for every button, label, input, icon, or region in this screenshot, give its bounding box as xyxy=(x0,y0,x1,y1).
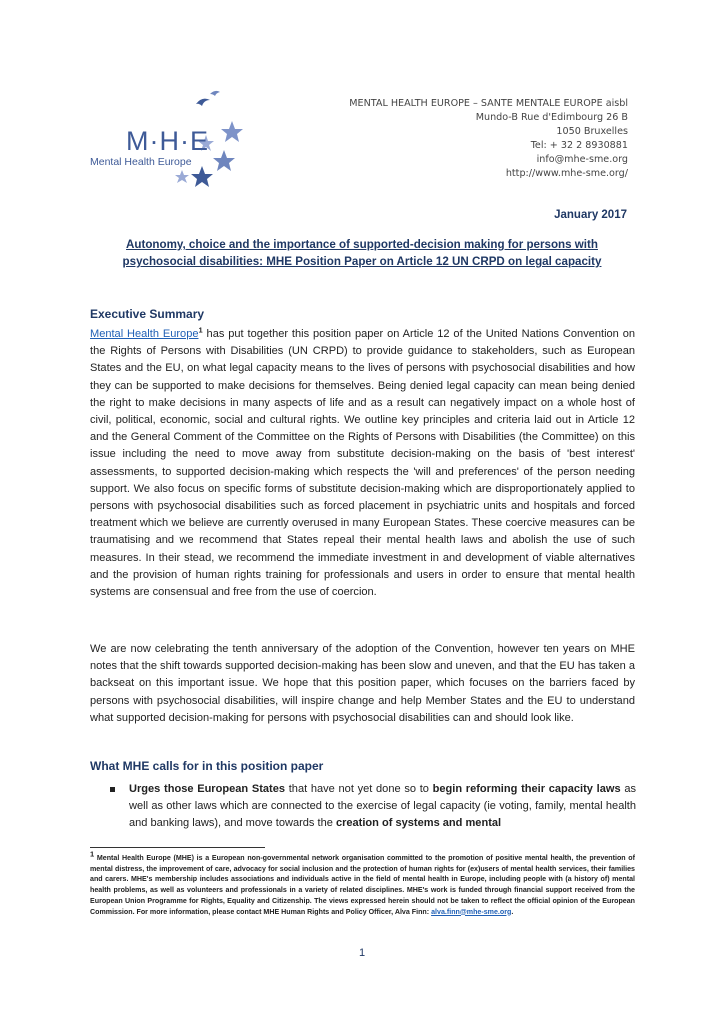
executive-summary-paragraph-1 xyxy=(90,326,635,601)
page-number: 1 xyxy=(358,947,366,959)
address-street: Mundo-B Rue d'Edimbourg 26 B xyxy=(475,111,628,123)
mhe-link[interactable]: Mental Health Europe xyxy=(90,328,199,340)
document-date: January 2017 xyxy=(554,209,627,221)
logo-wordmark: M·H·E xyxy=(126,126,209,156)
address-email[interactable]: info@mhe-sme.org xyxy=(536,153,628,165)
logo-tagline: Mental Health Europe xyxy=(90,156,192,168)
footnote-email-link[interactable]: alva.finn@mhe-sme.org xyxy=(431,907,512,916)
address-city: 1050 Bruxelles xyxy=(556,125,628,137)
address-org: MENTAL HEALTH EUROPE – SANTE MENTALE EUROPE aisbl xyxy=(349,98,628,109)
bold-text: Urges those European States xyxy=(129,783,286,795)
heading-executive-summary: Executive Summary xyxy=(90,307,205,321)
address-web[interactable]: http://www.mhe-sme.org/ xyxy=(505,167,628,179)
footnote-ref[interactable]: 1 xyxy=(198,325,203,335)
address-block xyxy=(349,97,628,180)
bold-text: begin reforming their capacity laws xyxy=(432,783,621,795)
footnote-end: . xyxy=(511,907,514,916)
footnote-text: Mental Health Europe (MHE) is a European non-governmental network organisation committed to the promotion of positive mental health, the prevention of mental distress, the improvement of care, advocacy for social inclusion and the protection of human rights for (ex)users of mental health services, their families and carers. MHE's membership includes associations and individuals active in the field of mental health in Europe, including people with (a history of) mental health problems, as well as volunteers and professionals in a variety of related disciplines. MHE's work is funded through financial support received from the European Union Programme for Rights, Equality and Citizenship. The views expressed herein should not be taken to reflect the official opinion of the European Commission. For more information, please contact MHE Human Rights and Policy Officer, Alva Finn: xyxy=(90,854,635,916)
address-tel: Tel: + 32 2 8930881 xyxy=(530,139,628,151)
list-item-text xyxy=(129,781,636,833)
executive-summary-paragraph-2: We are now celebrating the tenth anniversary of the adoption of the Convention, however ten years on MHE notes that the shift towards supported decision-making has been slow and uneven, and that the EU has taken a backseat on this important issue. We hope that this position paper, which focuses on the barriers faced by persons with psychosocial disabilities, will inspire change and help Member States and the EU to understand what supported decision-making for persons with psychosocial disabilities can and should look like. xyxy=(90,643,635,724)
heading-calls: What MHE calls for in this position paper xyxy=(90,759,324,773)
document-title: Autonomy, choice and the importance of supported-decision making for persons with psychosocial disabilities: MHE Position Paper on Article 12 UN CRPD on legal capacity xyxy=(122,238,602,268)
footnote-number: 1 xyxy=(90,849,95,859)
mhe-logo xyxy=(86,88,256,198)
plain-text: that have not yet done so to xyxy=(285,783,433,795)
plain-text: as well as other laws which are connected to the exercise of legal capacity (ie voting, family, mental health and banking laws), and move towards the xyxy=(129,783,636,830)
bullet-square-icon xyxy=(110,787,115,792)
footnote xyxy=(90,849,635,917)
paragraph-1-text: has put together this position paper on Article 12 of the United Nations Convention on the Rights of Persons with Disabilities (UN CRPD) to provide guidance to stakeholders, such as European States and the EU, on what legal capacity means to the lives of persons with psychosocial disabilities and how they can be supported to make decisions for themselves. Being denied legal capacity can mean being denied the right to make decisions in many aspects of life and as a result can negatively impact on a whole host of civil, political, economic, social and cultural rights. We outline key principles and criteria laid out in Article 12 and the General Comment of the Committee on the Rights of Persons with Disabilities (the Committee) on this issue including the need to move away from substitute decision-making on the basis of 'best interest' assessments, to supported decision-making which respects the 'will and preferences' of the person needing support. We also focus on specific forms of substitute decision-making which are disproportionately applied to persons with psychosocial disabilities such as forced placement in psychiatric units and hospitals and forced treatment which we believe are currently overused in many European States. These coercive measures can be traumatising and we recommend that States repeal their mental health laws and abolish the use of such measures. In their stead, we recommend the immediate investment in and development of viable alternatives and the provision of human rights training for professionals and users in order to ensure that mental health systems are consensual and free from the use of coercion. xyxy=(90,328,635,599)
bold-text: creation of systems and mental xyxy=(335,817,502,830)
footnote-divider xyxy=(90,847,265,848)
